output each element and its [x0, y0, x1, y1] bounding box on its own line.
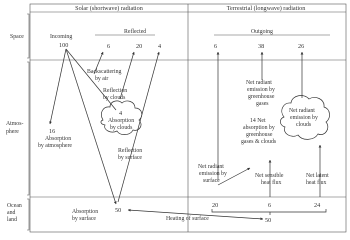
cloud-emission-label-3: clouds [296, 122, 312, 128]
surface-emission-label-1: Net radiant [198, 164, 224, 170]
latent-heat-value: 24 [314, 202, 321, 209]
outgoing-clouds-value: 26 [298, 43, 305, 50]
outgoing-label: Outgoing [251, 29, 273, 35]
cloud-absorption-label-1: Absorption [108, 118, 135, 124]
cloud-absorption-label-2: by clouds [110, 125, 133, 131]
heating-surface-label: Heating of surface [166, 216, 209, 222]
surface-absorption-label-2: by surface [72, 216, 96, 222]
backscatter-label-1: Backscattering [87, 69, 122, 75]
gases-emission-label-4: gases [256, 101, 269, 107]
row-labels [6, 14, 29, 230]
reflection-clouds-label-2: by clouds [103, 95, 126, 101]
net-absorption-label-4: gases & clouds [241, 139, 277, 145]
cloud-emission-label-1: Net radiant [289, 108, 315, 114]
surface-absorption-value: 50 [115, 207, 122, 214]
outgoing-surface-value: 6 [214, 43, 218, 50]
reflection-clouds-label-1: Reflection [103, 88, 128, 94]
sensible-heat-label-2: heat flux [261, 180, 282, 186]
reflected-air-value: 6 [107, 43, 111, 50]
cloud-absorption-value: 4 [119, 110, 123, 117]
atmosphere-absorption-label-2: by atmosphere [38, 143, 72, 149]
row-label-ocean-1: Ocean [7, 203, 22, 209]
sensible-heat-value: 6 [268, 202, 272, 209]
reflected-clouds-value: 20 [136, 43, 143, 50]
latent-heat-label-2: heat flux [306, 180, 327, 186]
surface-emission-label-2: emission by [199, 171, 227, 177]
surface-heat-bracket [212, 209, 326, 212]
solar-header: Solar (shortwave) radiation [75, 5, 143, 12]
atmosphere-absorption-value: 16 [49, 128, 56, 135]
outgoing-gases-value: 38 [258, 43, 265, 50]
incoming-value: 100 [59, 42, 69, 49]
gases-emission-label-1: Net radiant [246, 80, 272, 86]
gases-emission-label-3: greenhouse [248, 94, 275, 100]
row-label-space: Space [10, 34, 24, 40]
incoming-label: Incoming [50, 34, 73, 40]
row-label-ocean-2: and [7, 210, 16, 216]
reflection-surface-label-1: Reflection [118, 148, 143, 154]
latent-heat-label-1: Net latent [306, 173, 329, 179]
net-absorption-label-2: absorption by [243, 125, 275, 131]
cloud-emission-label-2: emission by [290, 115, 318, 121]
row-label-atmosphere-1: Atmos- [6, 121, 24, 127]
net-absorption-label-3: greenhouse [246, 132, 273, 138]
surface-absorption-label-1: Absorption [72, 209, 99, 215]
backscatter-label-2: by air [95, 76, 109, 82]
heating-surface-value: 50 [265, 217, 272, 224]
net-absorption-label-1: 14 Net [250, 118, 266, 124]
reflection-surface-label-2: by surface [118, 155, 142, 161]
terrestrial-header: Terrestrial (longwave) radiation [226, 5, 306, 12]
row-label-ocean-3: land [7, 217, 17, 223]
row-label-atmosphere-2: phere [6, 129, 19, 135]
reflected-label: Reflected [124, 29, 147, 35]
atmosphere-absorption-label-1: Absorption [45, 136, 72, 142]
gases-emission-label-2: emission by [247, 87, 275, 93]
surface-emission-label-3: surface [203, 178, 220, 184]
reflected-surface-value: 4 [158, 43, 162, 50]
sensible-heat-label-1: Net sensible [255, 173, 284, 179]
surface-radiation-value: 20 [212, 202, 219, 209]
